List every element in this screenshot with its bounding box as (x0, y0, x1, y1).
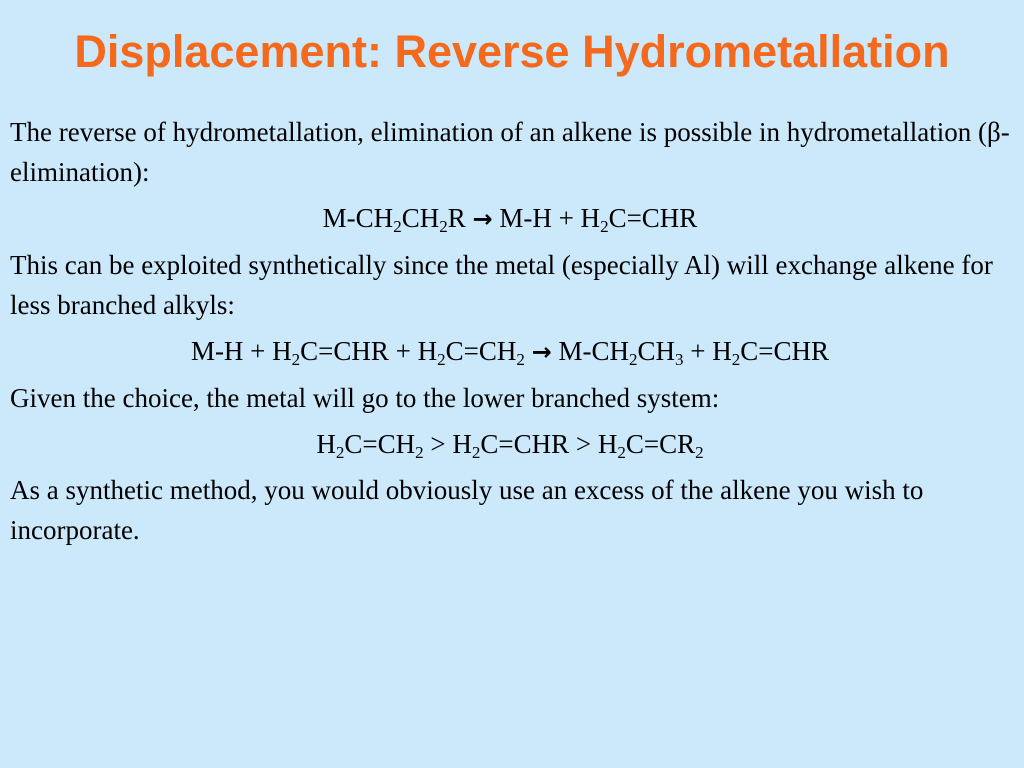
eq2-term: C=CH (445, 336, 517, 366)
eq3-subscript: 2 (415, 443, 424, 462)
paragraph-beta-elimination: The reverse of hydrometallation, elimination of an alkene is possible in hydrometallation (β-elimination): (10, 117, 1010, 187)
eq1-term: C=CHR (608, 203, 698, 233)
reaction-arrow-icon: → (472, 205, 493, 233)
eq2-term: CH (637, 336, 676, 366)
eq2-term: + H (683, 336, 732, 366)
paragraph-synthetic-method: As a synthetic method, you would obviously use an excess of the alkene you wish to incorporate. (10, 475, 924, 545)
eq1-subscript: 2 (600, 217, 609, 236)
slide-title: Displacement: Reverse Hydrometallation (74, 26, 950, 77)
equation-alkene-exchange (10, 331, 1010, 372)
eq3-term: H (316, 429, 336, 459)
slide-body (10, 112, 1010, 550)
eq2-subscript: 2 (731, 350, 741, 369)
eq3-term: > H (423, 429, 472, 459)
eq3-term: C=CH (344, 429, 416, 459)
equation-beta-elimination (10, 198, 1010, 239)
eq2-term: C=CHR + H (300, 336, 438, 366)
eq3-subscript: 2 (617, 443, 626, 462)
eq2-subscript: 2 (516, 350, 525, 369)
eq1-term: R (447, 203, 466, 233)
paragraph-branching-preference: Given the choice, the metal will go to the lower branched system: (10, 383, 720, 413)
eq3-subscript: 2 (695, 443, 704, 462)
eq3-term: C=CR (625, 429, 696, 459)
eq1-subscript: 2 (439, 217, 448, 236)
eq2-term: M-H + H (190, 336, 292, 366)
eq1-term: M-H + H (499, 203, 601, 233)
eq3-subscript: 2 (471, 443, 481, 462)
eq2-subscript: 3 (675, 350, 684, 369)
eq3-term: C=CHR > H (480, 429, 618, 459)
eq3-subscript: 2 (335, 443, 345, 462)
reaction-arrow-icon: → (531, 338, 552, 366)
eq1-term: M-CH (322, 203, 394, 233)
paragraph-alkene-exchange: This can be exploited synthetically since the metal (especially Al) will exchange alkene for less branched alkyls: (10, 250, 993, 320)
eq2-term: C=CHR (740, 336, 830, 366)
eq2-subscript: 2 (437, 350, 446, 369)
equation-branching-order (10, 424, 1010, 464)
eq2-subscript: 2 (629, 350, 638, 369)
eq1-term: CH (401, 203, 440, 233)
eq1-subscript: 2 (393, 217, 402, 236)
eq2-subscript: 2 (291, 350, 301, 369)
eq2-term: M-CH (558, 336, 630, 366)
